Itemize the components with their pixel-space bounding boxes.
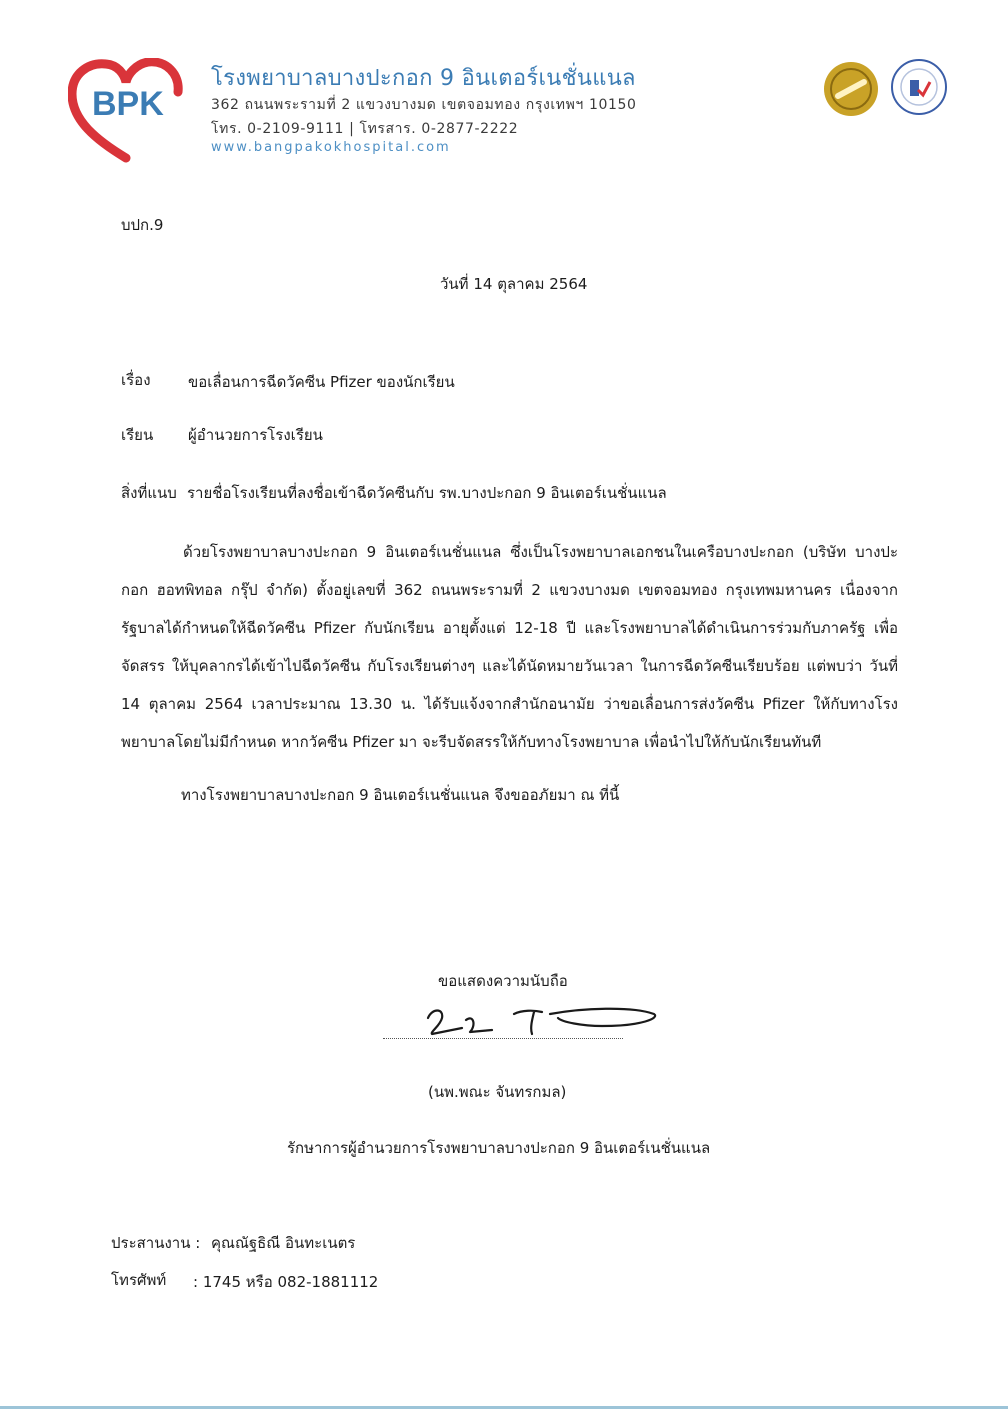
enclosure-label: สิ่งที่แนบ	[121, 484, 177, 502]
bpk-logo	[68, 58, 184, 166]
hospital-address: 362 ถนนพระรามที่ 2 แขวงบางมด เขตจอมทอง กรุงเทพฯ 10150	[211, 97, 637, 113]
body-paragraph	[121, 533, 898, 761]
to-label: เรียน	[121, 426, 154, 444]
bottom-edge-line	[0, 1406, 1008, 1409]
to-text: ผู้อำนวยการโรงเรียน	[188, 426, 323, 444]
hospital-website: www.bangpakokhospital.com	[211, 140, 451, 155]
phone-label: โทรศัพท์	[111, 1271, 167, 1289]
letter-date: วันที่ 14 ตุลาคม 2564	[440, 275, 588, 293]
signatory-name: (นพ.พณะ จันทรกมล)	[428, 1083, 567, 1101]
hospital-name: โรงพยาบาลบางปะกอก 9 อินเตอร์เนชั่นแนล	[211, 66, 636, 91]
closing-text: ขอแสดงความนับถือ	[438, 972, 568, 990]
coordinator-name: คุณณัฐธิณี อินทะเนตร	[211, 1234, 356, 1252]
apology-text: ทางโรงพยาบาลบางปะกอก 9 อินเตอร์เนชั่นแนล จึงขออภัยมา ณ ที่นี้	[181, 786, 620, 804]
subject-text: ขอเลื่อนการฉีดวัคซีน Pfizer ของนักเรียน	[188, 373, 455, 391]
jci-seal-icon	[822, 60, 880, 118]
enclosure-text: รายชื่อโรงเรียนที่ลงชื่อเข้าฉีดวัคซีนกับ รพ.บางปะกอก 9 อินเตอร์เนชั่นแนล	[187, 484, 667, 502]
signature-line	[383, 1038, 623, 1039]
ha-accreditation-seal-icon	[890, 58, 948, 116]
logo-text: BPK	[92, 85, 164, 123]
hospital-phone: โทร. 0-2109-9111 | โทรสาร. 0-2877-2222	[211, 121, 519, 137]
signatory-title: รักษาการผู้อำนวยการโรงพยาบาลบางปะกอก 9 อินเตอร์เนชั่นแนล	[287, 1139, 711, 1157]
body-paragraph-text: ด้วยโรงพยาบาลบางปะกอก 9 อินเตอร์เนชั่นแนล ซึ่งเป็นโรงพยาบาลเอกชนในเครือบางปะกอก (บริษัท บางปะกอก ฮอทพิทอล กรุ๊ป จำกัด) ตั้งอยู่เลขที่ 362 ถนนพระรามที่ 2 แขวงบางมด เขตจอมทอง กรุงเทพมหานคร เนื่องจากรัฐบาลได้กำหนดให้ฉีดวัคซีน Pfizer กับนักเรียน อายุตั้งแต่ 12-18 ปี และโรงพยาบาลได้ดำเนินการร่วมกับภาครัฐ เพื่อจัดสรร ให้บุคลากรได้เข้าไปฉีดวัคซีน กับโรงเรียนต่างๆ และได้นัดหมายวันเวลา ในการฉีดวัคซีนเรียบร้อย แต่พบว่า วันที่ 14 ตุลาคม 2564 เวลาประมาณ 13.30 น. ได้รับแจ้งจากสำนักอนามัย ว่าขอเลื่อนการส่งวัคซีน Pfizer ให้กับทางโรงพยาบาลโดยไม่มีกำหนด หากวัคซีน Pfizer มา จะรีบจัดสรรให้กับทางโรงพยาบาล เพื่อนำไปให้กับนักเรียนทันที	[121, 543, 898, 751]
phone-value: : 1745 หรือ 082-1881112	[193, 1273, 379, 1291]
coordinator-label: ประสานงาน :	[111, 1234, 201, 1252]
handwritten-signature	[422, 996, 662, 1040]
reference-number: บปก.9	[121, 216, 164, 234]
subject-label: เรื่อง	[121, 371, 151, 389]
